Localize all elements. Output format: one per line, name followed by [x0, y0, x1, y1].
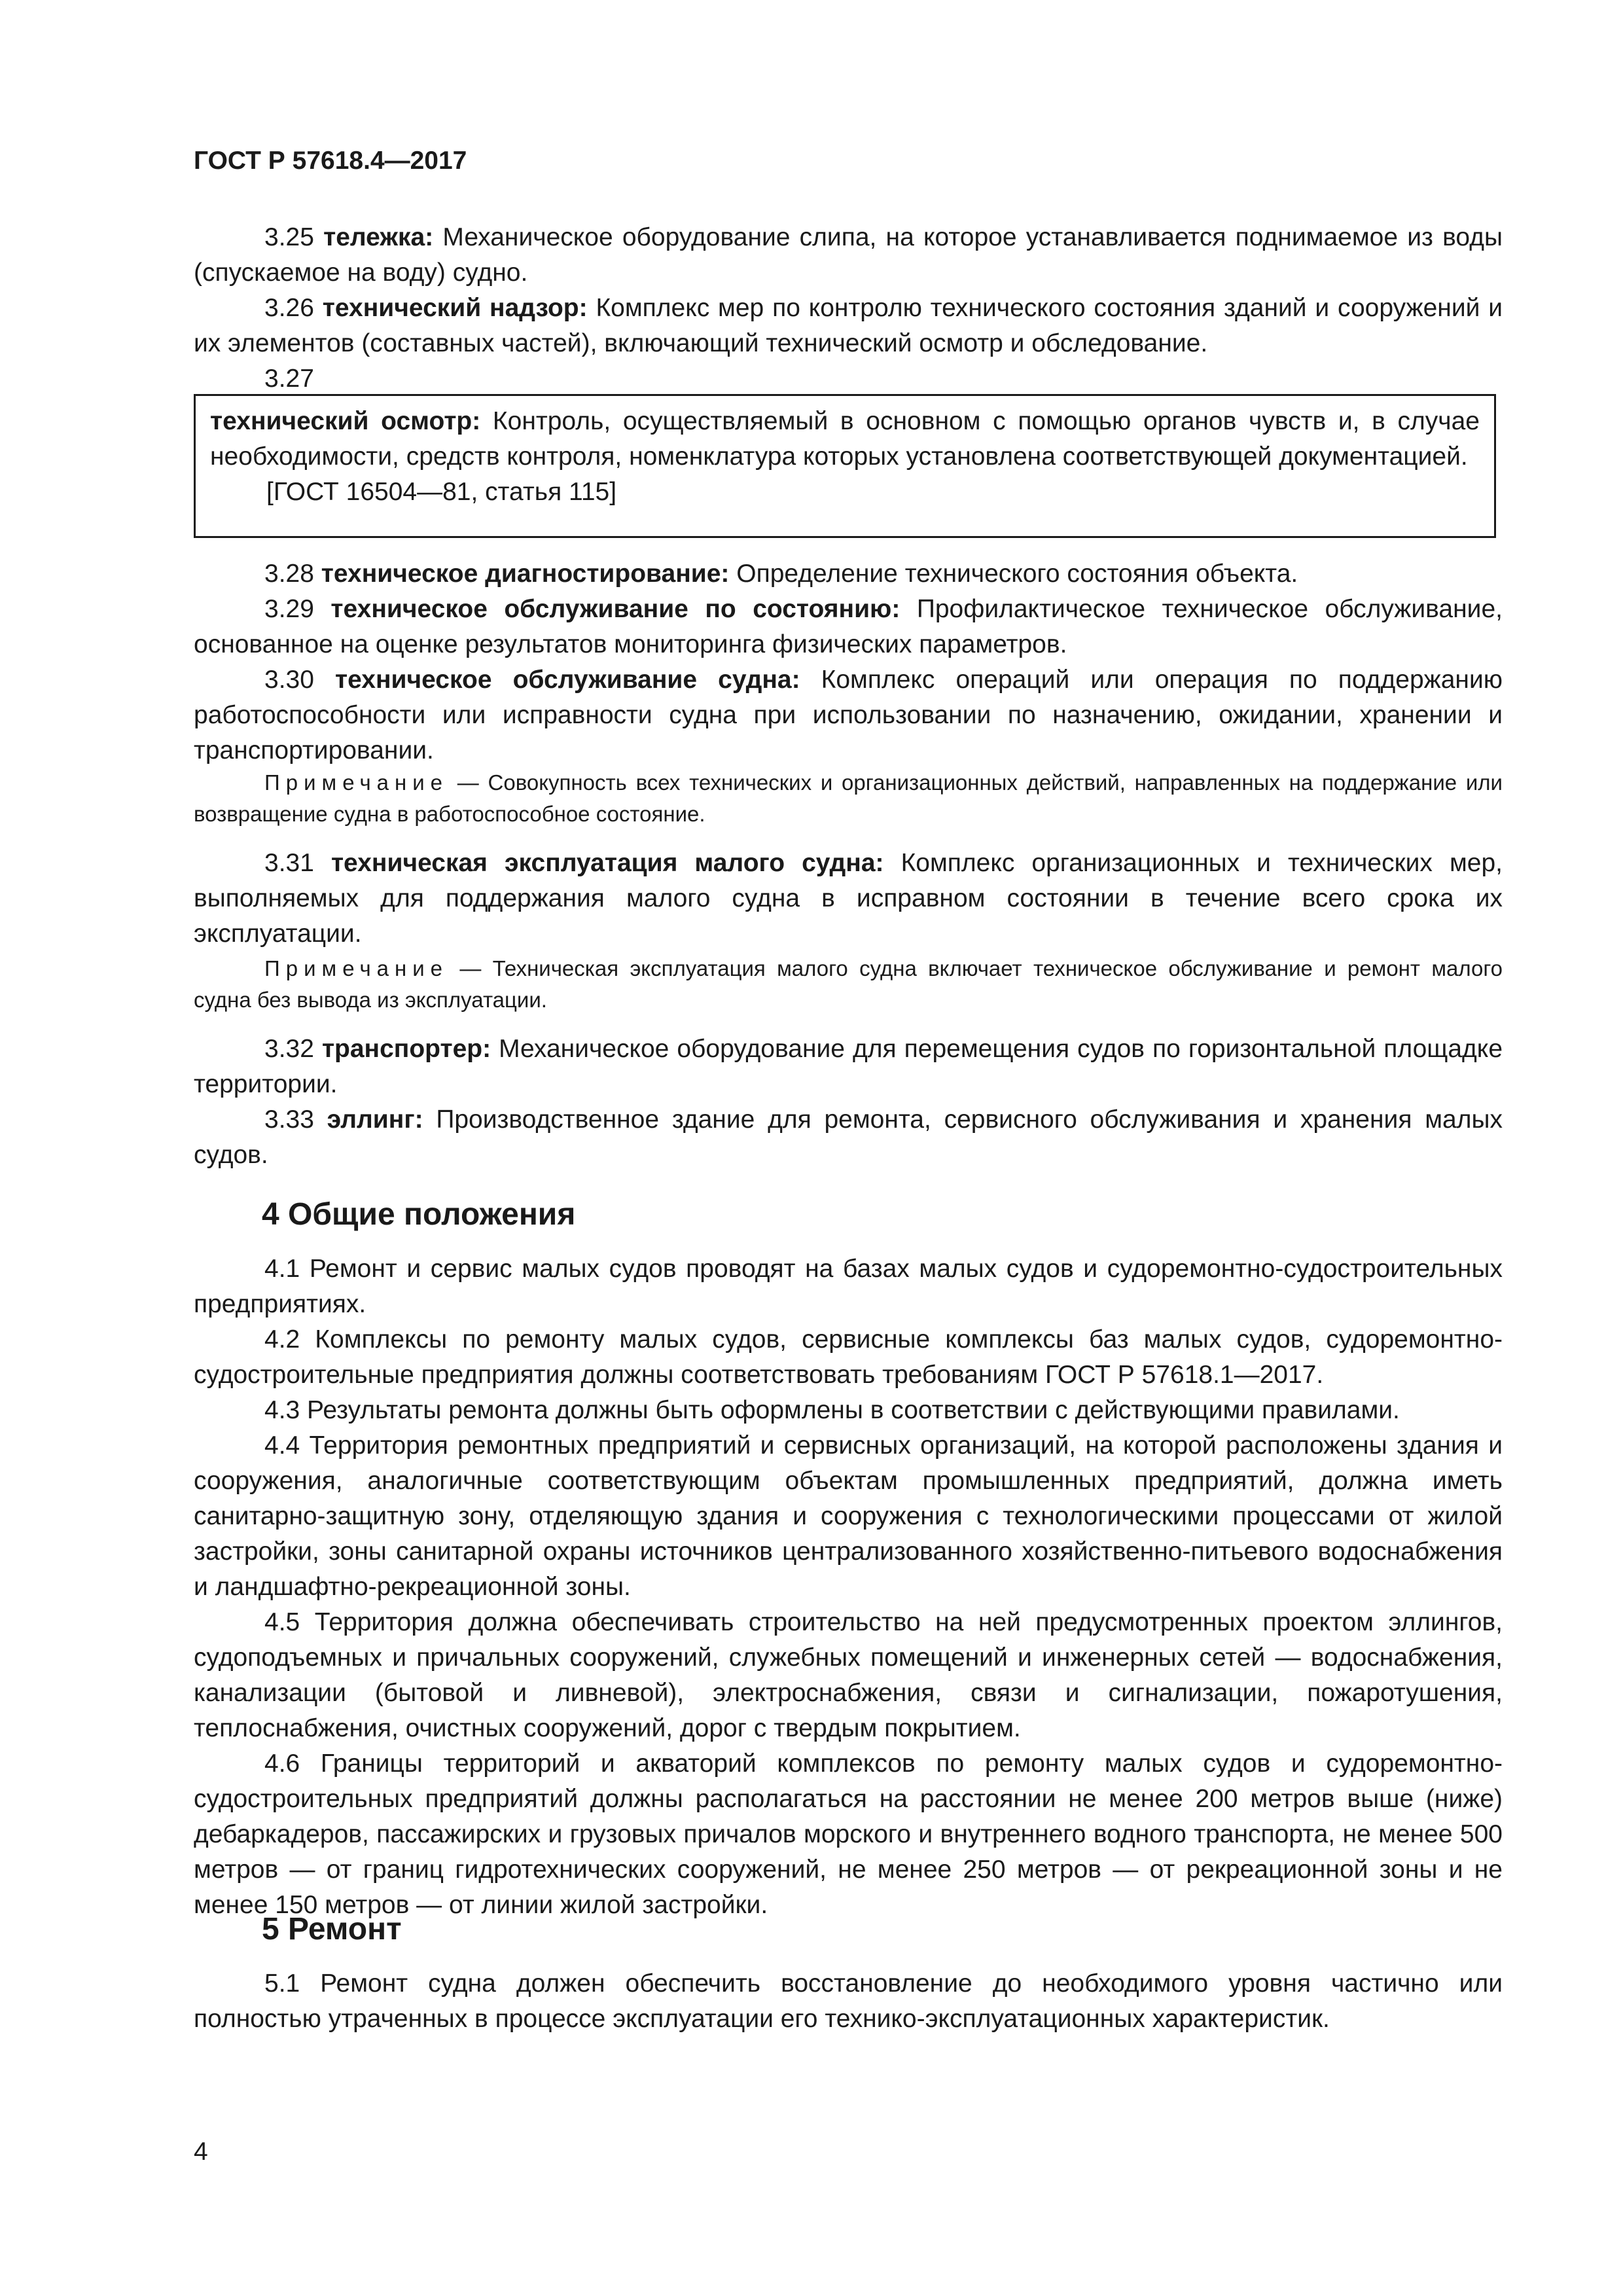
paragraph: 4.2 Комплексы по ремонту малых судов, сервисные комплексы баз малых судов, судоремонтно-судостроительные предприятия должны соответствовать требованиям ГОСТ Р 57618.1—2017. [194, 1325, 1503, 1389]
section-4-title: 4 Общие положения [262, 1197, 576, 1232]
terms-block-2 [194, 556, 1503, 768]
terms-block-3 [194, 1031, 1503, 1173]
note-text: — Техническая эксплуатация малого судна включает техническое обслуживание и ремонт малого судна без вывода из эксплуатации. [194, 956, 1503, 1012]
paragraph: 4.3 Результаты ремонта должны быть оформлены в соответствии с действующими правилами. [264, 1396, 1400, 1424]
term-item: 3.25 тележка: Механическое оборудование слипа, на которое устанавливается поднимаемое из воды (спускаемое на воду) судно. [194, 223, 1503, 287]
term-item: 3.29 техническое обслуживание по состоянию: Профилактическое техническое обслуживание, основанное на оценке результатов мониторинга физических параметров. [194, 595, 1503, 658]
paragraph: 4.6 Границы территорий и акваторий комплексов по ремонту малых судов и судоремонтно-судостроительных предприятий должны располагаться на расстоянии не менее 200 метров выше (ниже) дебаркадеров, пассажирских и грузовых причалов морского и внутреннего водного транспорта, не менее 500 метров — от границ гидротехнических сооружений, не менее 250 метров — от рекреационной зоны и не менее 150 метров — от линии жилой застройки. [194, 1749, 1503, 1919]
term-item: 3.28 техническое диагностирование: Определение технического состояния объекта. [264, 560, 1298, 588]
paragraph: 4.1 Ремонт и сервис малых судов проводят на базах малых судов и судоремонтно-судостроительных предприятиях. [194, 1255, 1503, 1318]
note-text: — Совокупность всех технических и организационных действий, направленных на поддержание или возвращение судна в работоспособное состояние. [194, 770, 1503, 826]
term-item-3-31: 3.31 техническая эксплуатация малого судна: Комплекс организационных и технических мер, выполняемых для поддержания малого судна в исправном состоянии в течение всего срока их эксплуатации. [194, 849, 1503, 948]
framed-definition [194, 394, 1496, 538]
framed-term-text: технический осмотр: Контроль, осуществляемый в основном с помощью органов чувств и, в случае необходимости, средств контроля, номенклатура которых установлена соответствующей документацией. [210, 407, 1480, 471]
section-5-title: 5 Ремонт [262, 1912, 402, 1946]
term-item: 3.30 техническое обслуживание судна: Комплекс операций или операция по поддержанию работоспособности или исправности судна при использовании по назначению, ожидании, хранении и транспортировании. [194, 666, 1503, 764]
section-4-body [194, 1251, 1503, 1923]
paragraph: 4.4 Территория ремонтных предприятий и сервисных организаций, на которой расположены здания и сооружения, аналогичные соответствующим объектам промышленных предприятий, должна иметь санитарно-защитную зону, отделяющую здания и сооружения с технологическими процессами от жилой застройки, зоны санитарной охраны источников централизованного хозяйственно-питьевого водоснабжения и ландшафтно-рекреационной зоны. [194, 1431, 1503, 1601]
note-2 [194, 953, 1503, 1016]
term-item: 3.26 технический надзор: Комплекс мер по контролю технического состояния зданий и сооружений и их элементов (составных частей), включающий технический осмотр и обследование. [194, 294, 1503, 357]
note-label: Примечание [264, 956, 449, 980]
document-code-header: ГОСТ Р 57618.4—2017 [194, 147, 467, 175]
section-5-body [194, 1966, 1503, 2037]
note-1 [194, 767, 1503, 830]
terms-block-1 [194, 220, 1503, 397]
page-number: 4 [194, 2138, 208, 2166]
definition-source: [ГОСТ 16504—81, статья 115] [266, 478, 617, 506]
paragraph: 5.1 Ремонт судна должен обеспечить восстановление до необходимого уровня частично или полностью утраченных в процессе эксплуатации его технико-эксплуатационных характеристик. [194, 1969, 1503, 2033]
paragraph: 4.5 Территория должна обеспечивать строительство на ней предусмотренных проектом эллингов, судоподъемных и причальных сооружений, служебных помещений и инженерных сетей — водоснабжения, канализации (бытовой и ливневой), электроснабжения, связи и сигнализации, пожаротушения, теплоснабжения, очистных сооружений, дорог с твердым покрытием. [194, 1608, 1503, 1742]
term-item: 3.32 транспортер: Механическое оборудование для перемещения судов по горизонтальной площадке территории. [194, 1035, 1503, 1098]
note-label: Примечание [264, 770, 449, 795]
term-number: 3.27 [264, 365, 314, 393]
term-item: 3.33 эллинг: Производственное здание для ремонта, сервисного обслуживания и хранения малых судов. [194, 1105, 1503, 1169]
